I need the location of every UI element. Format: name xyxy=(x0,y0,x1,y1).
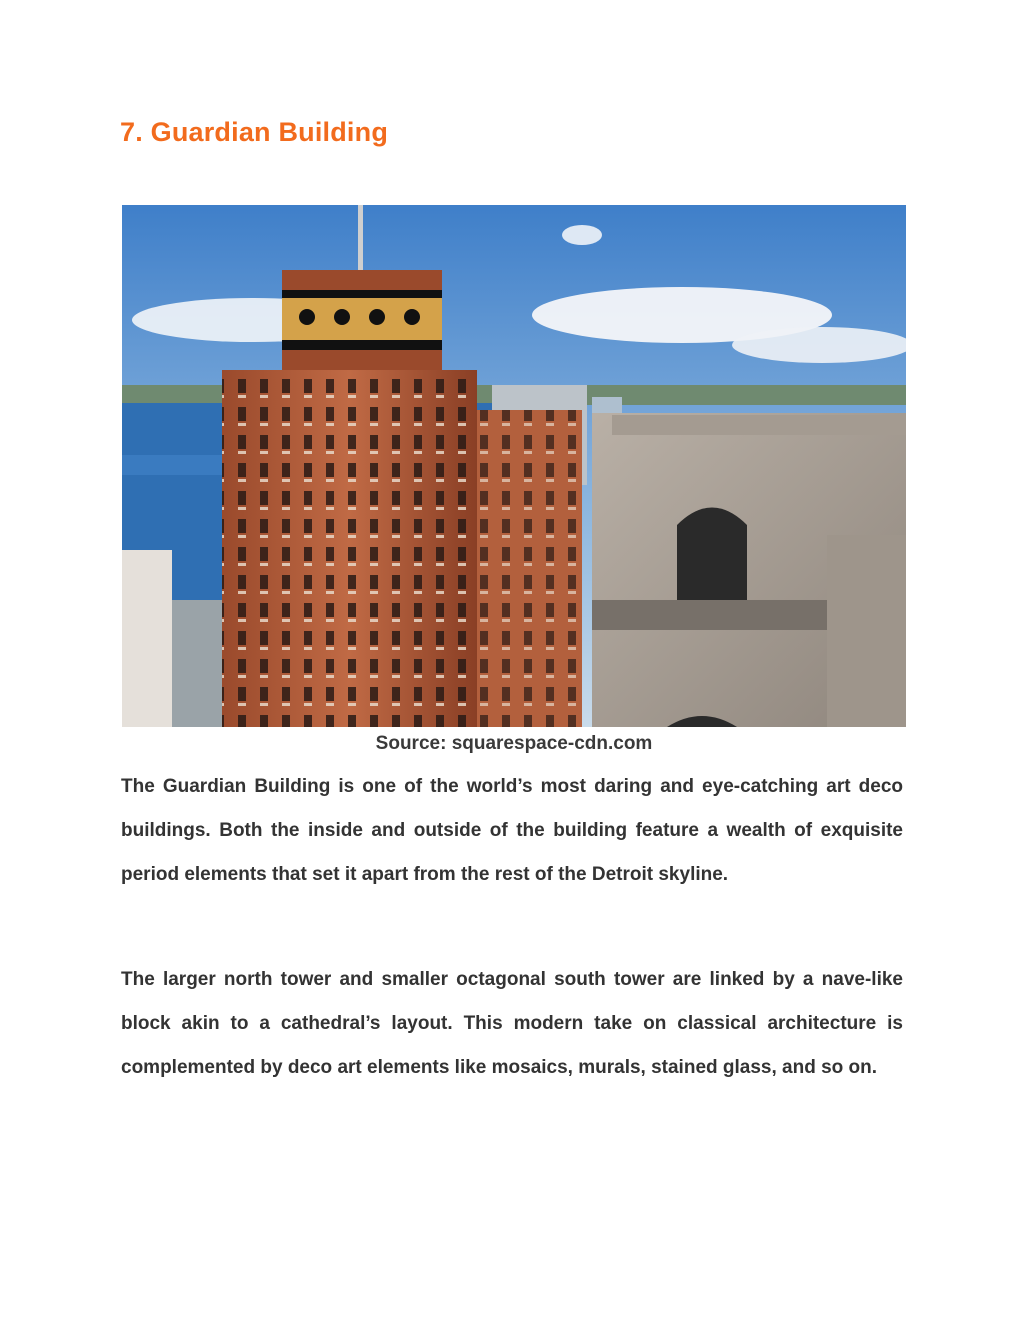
body-paragraph-2: The larger north tower and smaller octagonal south tower are linked by a nave-like block akin to a cathedral’s layout. This modern take on classical architecture is complemented by deco art elements like mosaics, murals, stained glass, and so on. xyxy=(121,969,903,1078)
body-paragraph-1: The Guardian Building is one of the world’s most daring and eye-catching art deco buildings. Both the inside and outside of the building feature a wealth of exquisite period elements that set it apart from the rest of the Detroit skyline. xyxy=(121,776,903,885)
image-caption: Source: squarespace-cdn.com xyxy=(375,733,653,754)
guardian-building-photo xyxy=(122,205,906,727)
section-heading: 7. Guardian Building xyxy=(120,117,389,147)
